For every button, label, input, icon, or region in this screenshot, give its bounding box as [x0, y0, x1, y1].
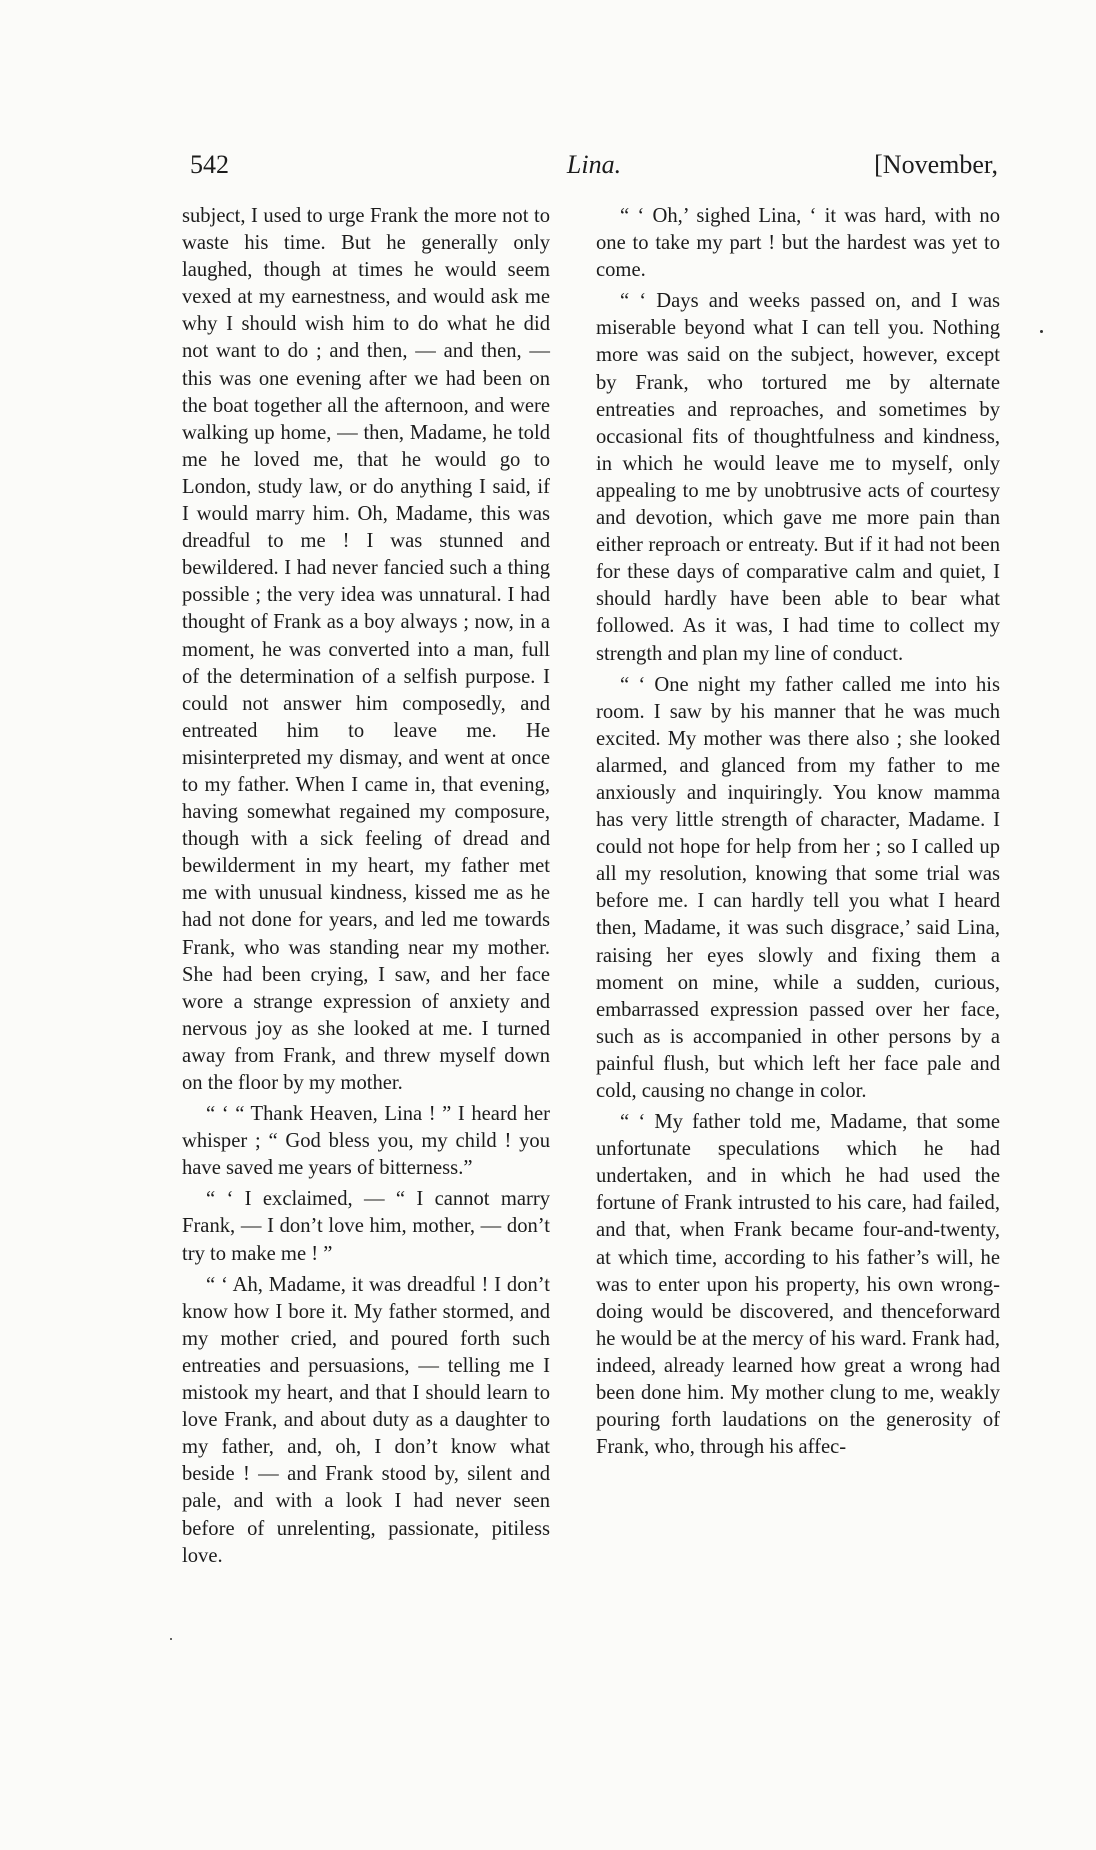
paragraph: “ ‘ Ah, Madame, it was dreadful ! I don’t know how I bore it. My father stormed, and my mother cried, and poured forth such entreaties and persuasions, — telling me I mistook my heart, and that I should learn to love Frank, and about duty as a daughter to my father, and, oh, I don’t know what beside ! — and Frank stood by, silent and pale, and with a look I had never seen before of unrelenting, passionate, pitiless love. [182, 1273, 550, 1567]
paper-speck [170, 1638, 172, 1640]
paragraph: “ ‘ Days and weeks passed on, and I was miserable beyond what I can tell you. Nothing more was said on the subject, however, except by Frank, who tortured me by alternate entreaties and reproaches, and sometimes by occasional fits of thoughtfulness and kindness, in which he would leave me to myself, only appealing to me by unobtrusive acts of courtesy and devotion, which gave me more pain than either reproach or entreaty. But if it had not been for these days of comparative calm and quiet, I should hardly have been able to bear what followed. As it was, I had time to collect my strength and plan my line of conduct. [596, 290, 1000, 665]
right-column [596, 203, 1000, 1461]
page-header [190, 150, 998, 190]
paragraph: “ ‘ I exclaimed, — “ I cannot marry Frank, — I don’t love him, mother, — don’t try to make me ! ” [182, 1188, 550, 1265]
running-date: [November, [874, 150, 998, 179]
paper-speck [1040, 330, 1043, 333]
page-number: 542 [190, 150, 229, 179]
running-title: Lina. [566, 150, 622, 179]
paragraph: “ ‘ “ Thank Heaven, Lina ! ” I heard her whisper ; “ God bless you, my child ! you have saved me years of bitterness.” [182, 1103, 550, 1180]
paragraph: “ ‘ One night my father called me into his room. I saw by his manner that he was much excited. My mother was there also ; she looked alarmed, and glanced from my father to me anxiously and inquiringly. You know mamma has very little strength of character, Madame. I could not hope for help from her ; so I called up all my resolution, knowing that some trial was before me. I can hardly tell you what I heard then, Madame, it was such disgrace,’ said Lina, raising her eyes slowly and fixing them a moment on mine, while a sudden, curious, embarrassed expression passed over her face, such as is accompanied in other persons by a painful flush, but which left her face pale and cold, causing no change in color. [596, 673, 1000, 1102]
paragraph: “ ‘ My father told me, Madame, that some unfortunate speculations which he had undertaken, and in which he had used the fortune of Frank intrusted to his care, had failed, and that, when Frank became four-and-twenty, at which time, according to his father’s will, he was to enter upon his property, his own wrong-doing would be discovered, and thenceforward he would be at the mercy of his ward. Frank had, indeed, already learned how great a wrong had been done him. My mother clung to me, weakly pouring forth laudations on the generosity of Frank, who, through his affec- [596, 1111, 1000, 1459]
left-column [182, 203, 550, 1570]
paragraph: subject, I used to urge Frank the more not to waste his time. But he generally only laughed, though at times he would seem vexed at my earnestness, and would ask me why I should wish him to do what he did not want to do ; and then, — and then, — this was one evening after we had been on the boat together all the afternoon, and were walking up home, — then, Madame, he told me he loved me, that he would go to London, study law, or do anything I said, if I would marry him. Oh, Madame, this was dreadful to me ! I was stunned and bewildered. I had never fancied such a thing possible ; the very idea was unnatural. I had thought of Frank as a boy always ; now, in a moment, he was converted into a man, full of the determination of a selfish purpose. I could not answer him composedly, and entreated him to leave me. He misinterpreted my dismay, and went at once to my father. When I came in, that evening, having somewhat regained my composure, though with a sick feeling of dread and bewilderment in my heart, my father met me with unusual kindness, kissed me as he had not done for years, and led me towards Frank, who was standing near my mother. She had been crying, I saw, and her face wore a strange expression of anxiety and nervous joy as she looked at me. I turned away from Frank, and threw myself down on the floor by my mother. [182, 205, 550, 1094]
paragraph: “ ‘ Oh,’ sighed Lina, ‘ it was hard, with no one to take my part ! but the hardest was yet to come. [596, 205, 1000, 282]
